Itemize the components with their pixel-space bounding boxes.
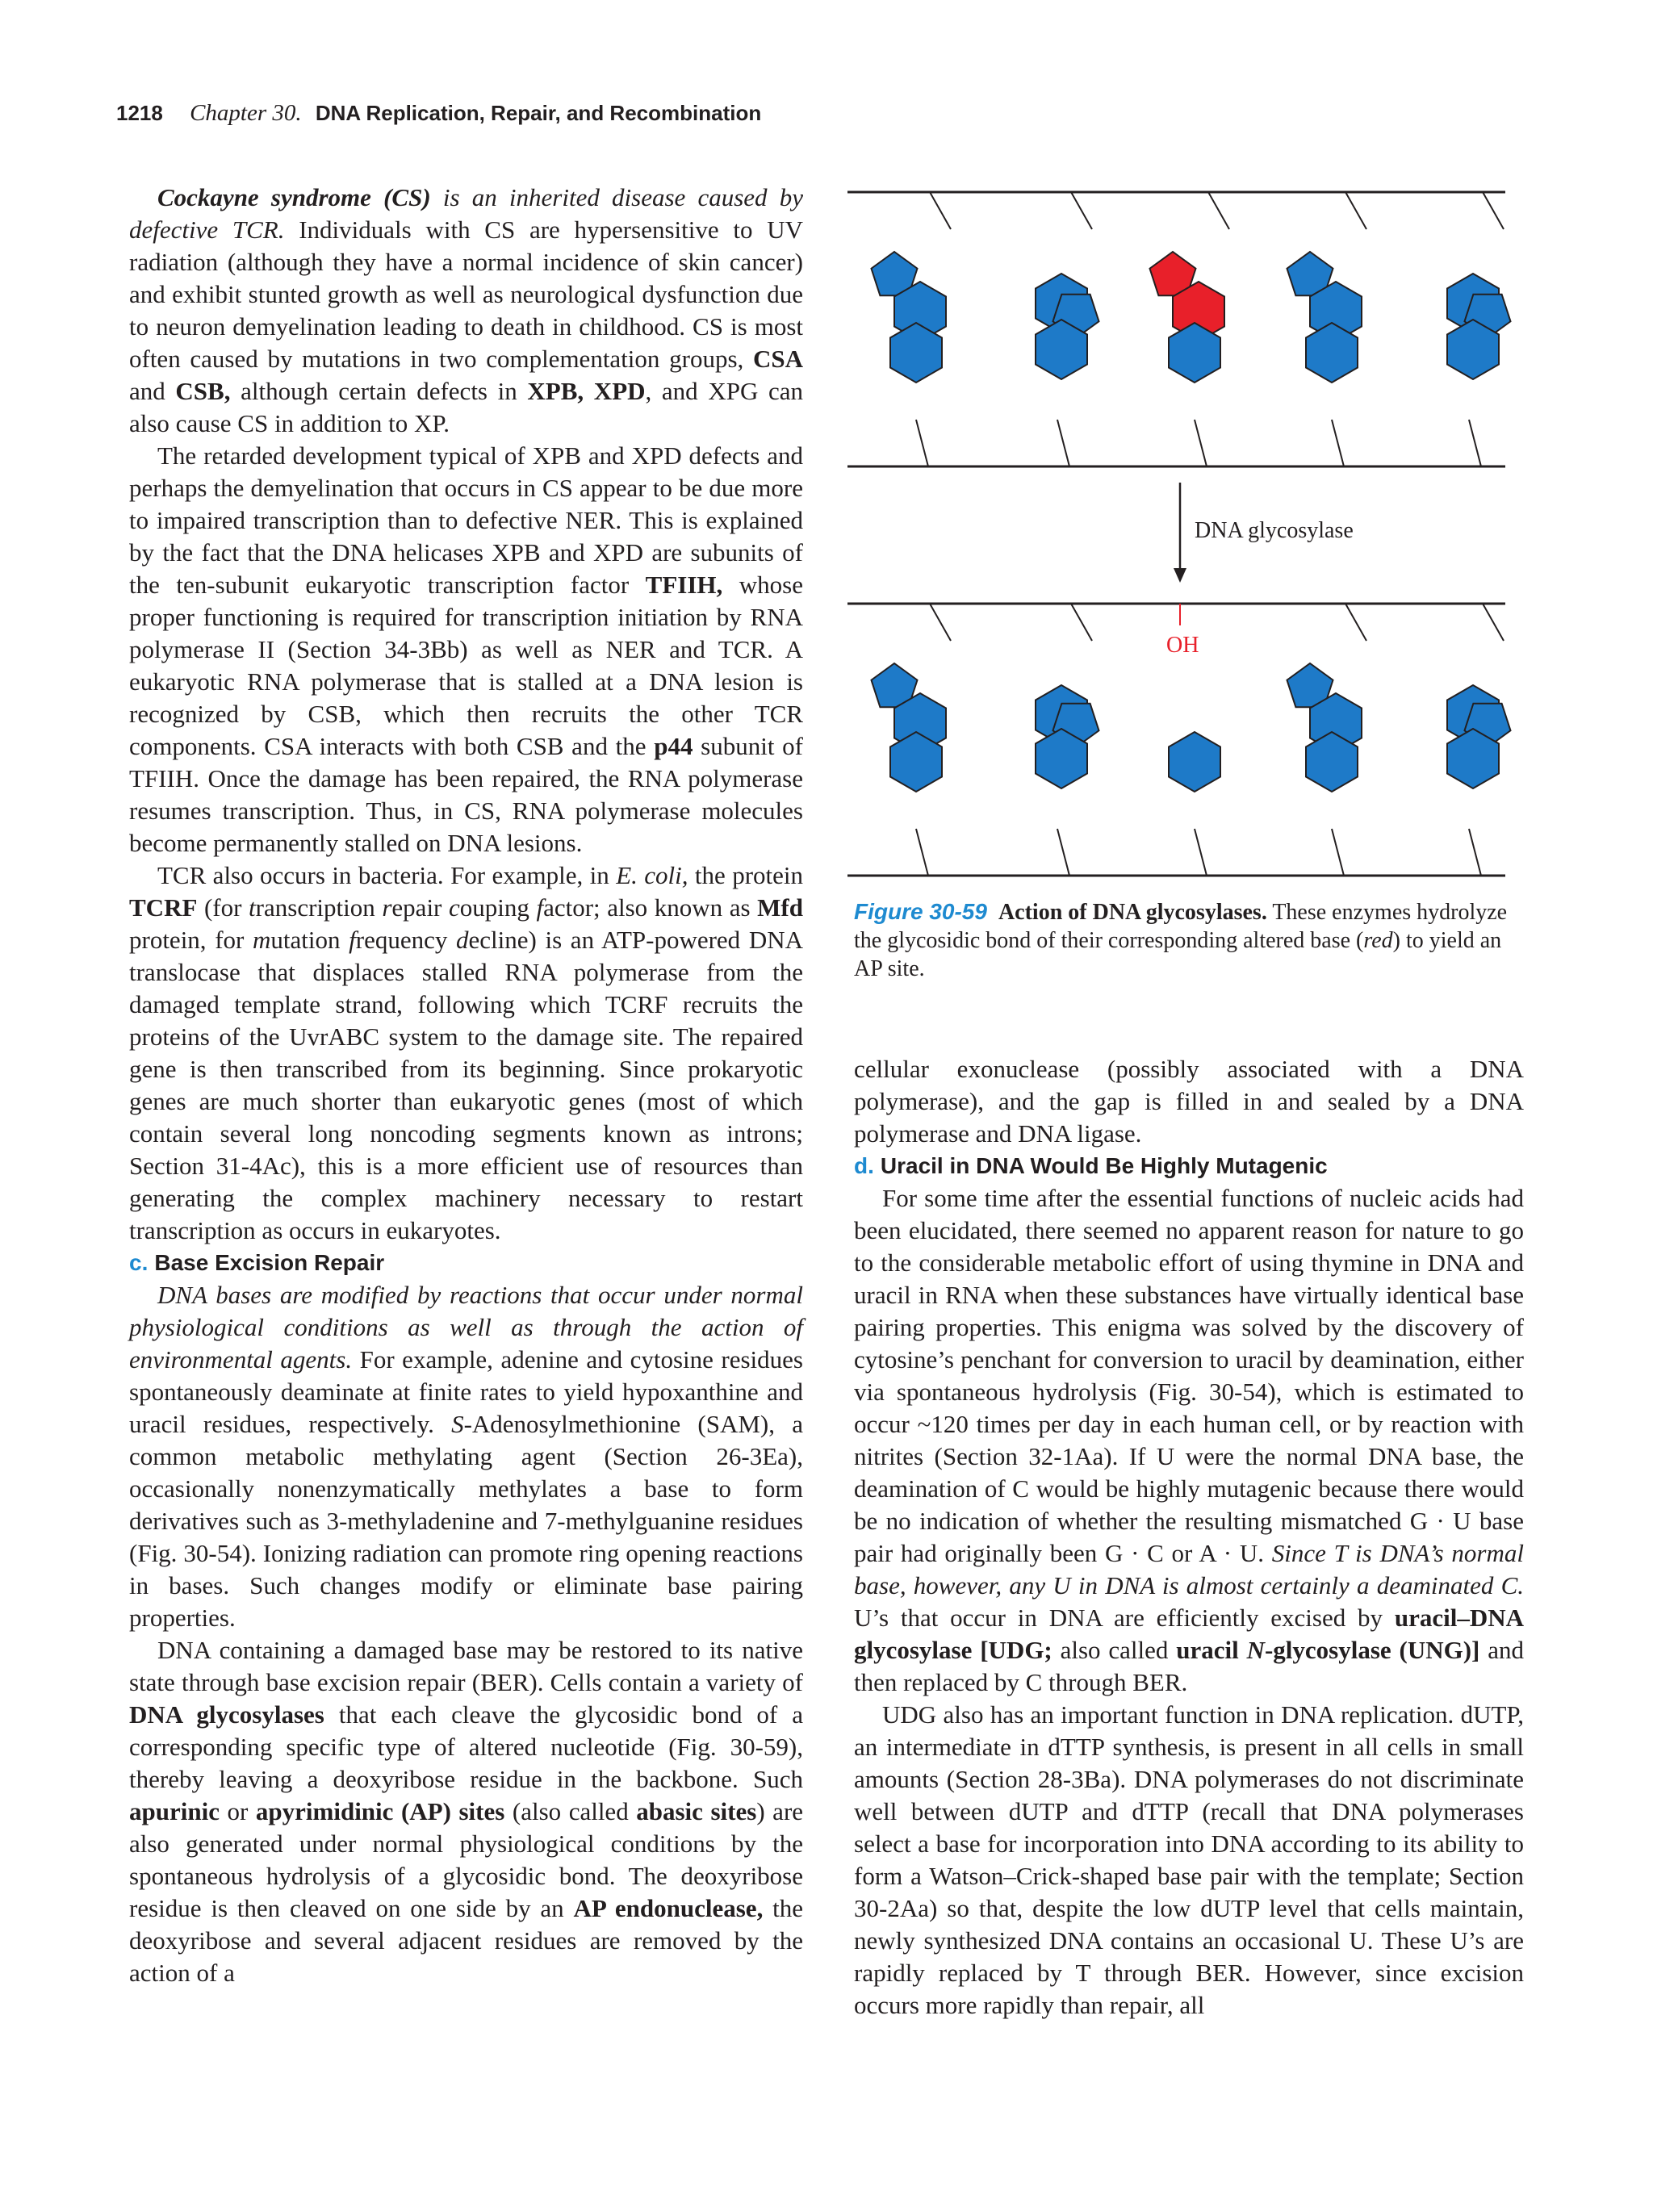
section-heading-uracil: d. Uracil in DNA Would Be Highly Mutagenic: [854, 1153, 1328, 1178]
bottom-stem-0-2: [1195, 420, 1207, 466]
paragraph-udg-replication: UDG also has an important function in DNA replication. dUTP, an intermediate in dTTP synthesis, is present in all cells in small amounts (Section 28-3Ba). DNA polymerases do not discriminate well between dUTP and dTTP (recall that DNA polymerases select a base for incorporation into DNA according to its ability to form a Watson–Crick-shaped base pair with the template; Section 30-2Aa) so that, despite the low dUTP level that cells maintain, newly synthesized DNA contains an occasional U. These U’s are rapidly replaced by T through BER. However, since excision occurs more rapidly than repair, all: [854, 1700, 1524, 2019]
bottom-stem-1-3: [1332, 829, 1344, 876]
arrow-label-dna-glycosylase: DNA glycosylase: [1195, 518, 1354, 543]
oh-label: OH: [1166, 633, 1199, 658]
paragraph-retarded-development: The retarded development typical of XPB and XPD defects and perhaps the demyelination that occurs in CS appear to be due more to impaired transcription than to defective NER. This is explained by the fact that the DNA helicases XPB and XPD are subunits of the ten-subunit eukaryotic transcription factor TFIIH, whose proper functioning is required for transcription initiation by RNA polymerase II (Section 34-3Bb) as well as NER and TCR. A eukaryotic RNA polymerase that is stalled at a DNA lesion is recognized by CSB, which then recruits the other TCR components. CSA interacts with both CSB and the p44 subunit of TFIIH. Once the damage has been repaired, the RNA polymerase resumes transcription. Thus, in CS, RNA polymerase molecules become permanently stalled on DNA lesions.: [129, 441, 804, 857]
bottom-stem-1-1: [1057, 829, 1069, 876]
section-heading-base-excision: c. Base Excision Repair: [129, 1250, 385, 1275]
paragraph-uracil-thymine: For some time after the essential functions of nucleic acids had been elucidated, there seemed no apparent reason for nature to go to the considerable metabolic effort of using thymine in DNA and uracil in RNA when these substances have virtually identical base pairing properties. This enigma was solved by the discovery of cytosine’s penchant for conversion to uracil by deamination, either via spontaneous hydrolysis (Fig. 30-54), which is estimated to occur ~120 times per day in each human cell, or by reaction with nitrites (Section 32-1Aa). If U were the normal DNA base, the deamination of C would be highly mutagenic because there would be no indication of whether the resulting mismatched G · U base pair had originally been G · C or A · U. Since T is DNA’s normal base, however, any U in DNA is almost certainly a deaminated C. U’s that occur in DNA are efficiently excised by uracil–DNA glycosylase [UDG; also called uracil N-glycosylase (UNG)] and then replaced by C through BER.: [854, 1184, 1524, 1696]
right-column: [854, 1053, 1524, 2022]
bottom-stem-0-4: [1469, 420, 1481, 466]
left-column: [129, 182, 803, 1989]
chapter-title: DNA Replication, Repair, and Recombination: [315, 101, 762, 125]
reaction-arrow-head: [1174, 568, 1186, 583]
paragraph-tcr-bacteria: TCR also occurs in bacteria. For example, in E. coli, the protein TCRF (for transcription repair couping factor; also known as Mfd protein, for mutation frequency decline) is an ATP-powered DNA translocase that displaces stalled RNA polymerase from the damaged template strand, following which TCRF recruits the proteins of the UvrABC system to the damage site. The repaired gene is then transcribed from its beginning. Since prokaryotic genes are much shorter than eukaryotic genes (most of which contain several long noncoding segments known as introns; Section 31-4Ac), this is a more efficient use of resources than generating the complex machinery necessary to restart transcription as occurs in eukaryotes.: [129, 861, 804, 1244]
paragraph-exonuclease: cellular exonuclease (possibly associated with a DNA polymerase), and the gap is filled in and sealed by a DNA polymerase and DNA ligase.: [854, 1055, 1524, 1148]
top-stem-1-1: [1071, 604, 1092, 641]
bottom-stem-0-3: [1332, 420, 1344, 466]
figure-dna-glycosylase: [847, 178, 1525, 888]
top-stem-0-3: [1345, 192, 1366, 229]
bottom-stem-0-1: [1057, 420, 1069, 466]
top-stem-1-0: [930, 604, 951, 641]
paragraph-cockayne: Cockayne syndrome (CS) is an inherited disease caused by defective TCR. Individuals with CS are hypersensitive to UV radiation (although they have a normal incidence of skin cancer) and exhibit stunted growth as well as neurological dysfunction due to neuron demyelination leading to death in childhood. CS is most often caused by mutations in two complementation groups, CSA and CSB, although certain defects in XPB, XPD, and XPG can also cause CS in addition to XP.: [129, 183, 804, 437]
bottom-stem-1-4: [1469, 829, 1481, 876]
top-stem-0-0: [930, 192, 951, 229]
chapter-label: Chapter 30.: [190, 100, 302, 126]
top-stem-0-4: [1483, 192, 1504, 229]
top-stem-1-3: [1345, 604, 1366, 641]
paragraph-ber: DNA containing a damaged base may be restored to its native state through base excision repair (BER). Cells contain a variety of DNA glycosylases that each cleave the glycosidic bond of a corresponding specific type of altered nucleotide (Fig. 30-59), thereby leaving a deoxyribose residue in the backbone. Such apurinic or apyrimidinic (AP) sites (also called abasic sites) are also generated under normal physiological conditions by the spontaneous hydrolysis of a glycosidic bond. The deoxyribose residue is then cleaved on one side by an AP endonuclease, the deoxyribose and several adjacent residues are removed by the action of a: [129, 1636, 804, 1987]
top-stem-1-4: [1483, 604, 1504, 641]
bottom-stem-1-2: [1195, 829, 1207, 876]
paragraph-dna-bases-modified: DNA bases are modified by reactions that occur under normal physiological conditions as well as through the action of environmental agents. For example, adenine and cytosine residues spontaneously deaminate at finite rates to yield hypoxanthine and uracil residues, respectively. S-Adenosylmethionine (SAM), a common metabolic methylating agent (Section 26-3Ea), occasionally nonenzymatically methylates a base to form derivatives such as 3-methyladenine and 7-methylguanine residues (Fig. 30-54). Ionizing radiation can promote ring opening reactions in bases. Such changes modify or eliminate base pairing properties.: [129, 1281, 803, 1632]
bottom-stem-0-0: [916, 420, 928, 466]
base-bottom-1-2: [1169, 732, 1220, 792]
figure-title: Action of DNA glycosylases.: [998, 900, 1267, 925]
bottom-stem-1-0: [916, 829, 928, 876]
dna-glycosylase-diagram: [847, 178, 1525, 888]
running-header: [116, 100, 761, 132]
figure-number: Figure 30-59: [854, 899, 987, 924]
top-stem-0-2: [1208, 192, 1229, 229]
top-stem-0-1: [1071, 192, 1092, 229]
page-number: 1218: [116, 101, 163, 125]
figure-caption: Figure 30-59 Action of DNA glycosylases. These enzymes hydrolyze the glycosidic bond of their corresponding altered base (red) to yield an AP site.: [854, 899, 1508, 981]
